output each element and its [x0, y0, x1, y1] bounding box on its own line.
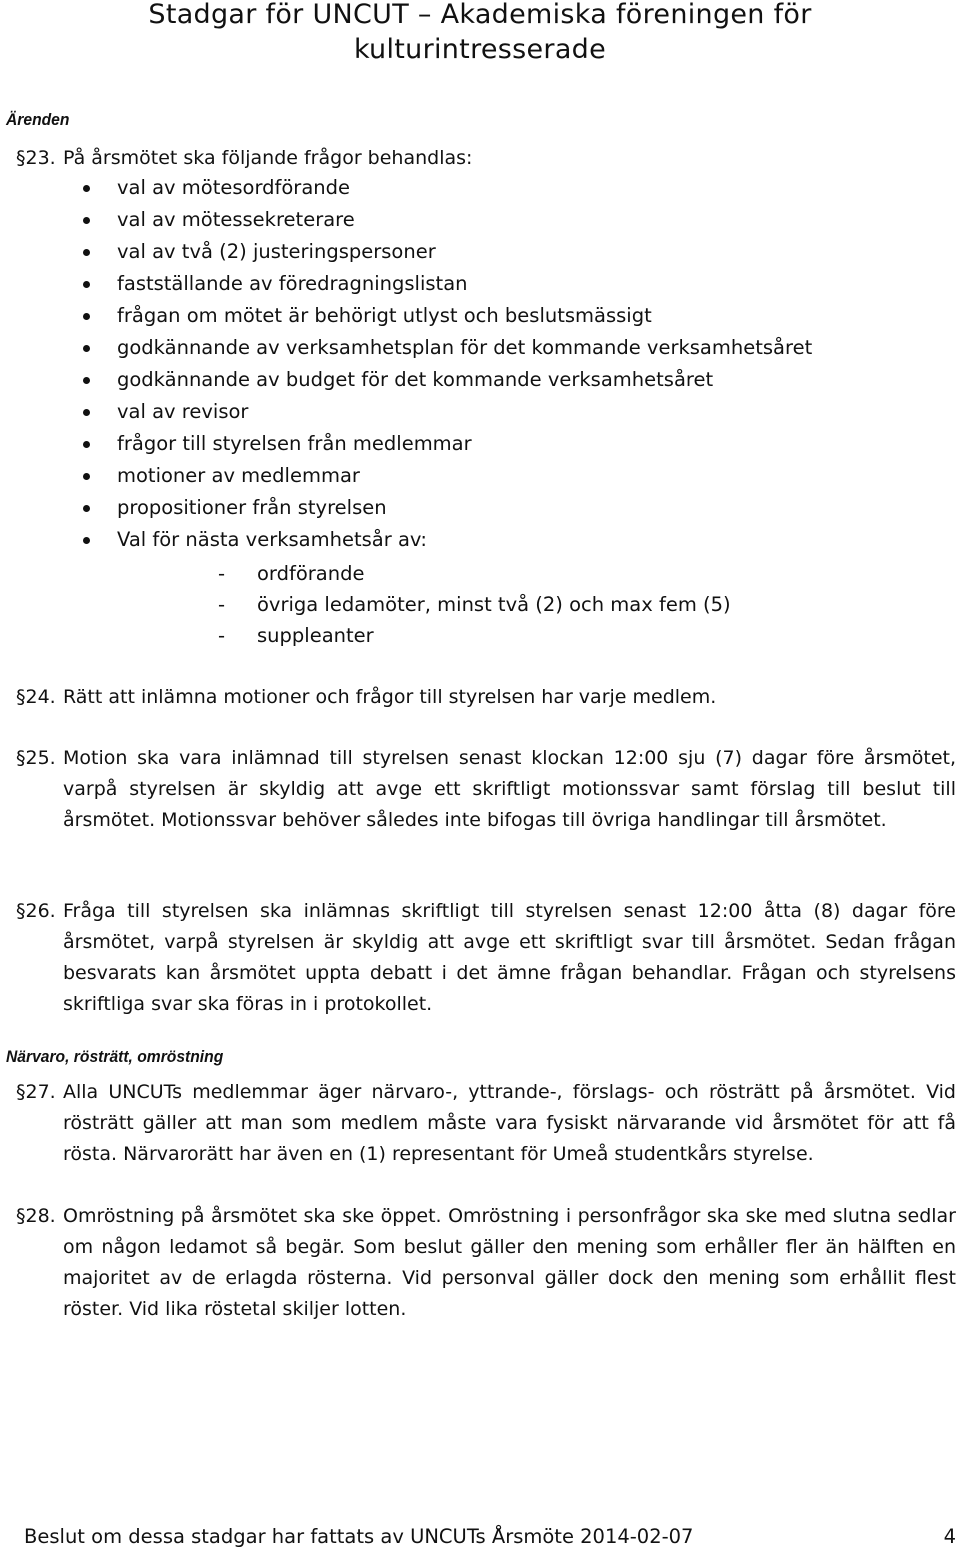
- list-item: frågor till styrelsen från medlemmar: [0, 428, 960, 460]
- paragraph-26: [8, 896, 956, 1020]
- list-item: Val för nästa verksamhetsår av:: [0, 524, 960, 556]
- list-item: val av två (2) justeringspersoner: [0, 236, 960, 268]
- list-item: propositioner från styrelsen: [0, 492, 960, 524]
- footer-text: Beslut om dessa stadgar har fattats av UNCUTs Årsmöte 2014-02-07: [24, 1525, 694, 1548]
- section-heading-arenden: Ärenden: [6, 110, 70, 129]
- bullet-icon: [83, 345, 90, 352]
- sublist-item: - övriga ledamöter, minst två (2) och max fem (5): [0, 589, 960, 620]
- bullet-icon: [83, 409, 90, 416]
- paragraph-28: [8, 1201, 956, 1325]
- paragraph-text: På årsmötet ska följande frågor behandlas:: [63, 147, 473, 169]
- paragraph-number: §24.: [16, 686, 56, 708]
- list-item: godkännande av verksamhetsplan för det kommande verksamhetsåret: [0, 332, 960, 364]
- paragraph-text: Omröstning på årsmötet ska ske öppet. Omröstning i personfrågor ska ske med slutna sedlar om någon ledamot så begär. Som beslut gäller den mening som erhåller fler än hälften en majoritet av de erlagda rösterna. Vid personval gäller dock den mening som erhållit flest röster. Vid lika röstetal skiljer lotten.: [63, 1205, 956, 1320]
- paragraph-number: §28.: [16, 1205, 56, 1227]
- bullet-icon: [83, 441, 90, 448]
- bullet-icon: [83, 377, 90, 384]
- paragraph-23: [8, 143, 956, 174]
- bullet-icon: [83, 537, 90, 544]
- dash-marker: -: [218, 593, 226, 616]
- sublist-item: - ordförande: [0, 558, 960, 589]
- bullet-icon: [83, 473, 90, 480]
- paragraph-number: §23.: [16, 147, 56, 169]
- dash-marker: -: [218, 562, 226, 585]
- agenda-list: [0, 172, 960, 556]
- sublist-item: - suppleanter: [0, 620, 960, 651]
- page-title: Stadgar för UNCUT – Akademiska föreningen för kulturintresserade: [148, 0, 812, 65]
- paragraph-text: Fråga till styrelsen ska inlämnas skriftligt till styrelsen senast 12:00 åtta (8) dagar före årsmötet, varpå styrelsen är skyldig att avge ett skriftligt svar till årsmötet. Sedan frågan besvarats kan årsmötet uppta debatt i det ämne frågan behandlar. Frågan och styrelsens skriftliga svar ska föras in i protokollet.: [63, 900, 956, 1015]
- paragraph-number: §25.: [16, 747, 56, 769]
- page-number: 4: [943, 1525, 956, 1548]
- list-item: fastställande av föredragningslistan: [0, 268, 960, 300]
- paragraph-text: Motion ska vara inlämnad till styrelsen senast klockan 12:00 sju (7) dagar före årsmötet, varpå styrelsen är skyldig att avge ett skriftligt motionssvar samt förslag till beslut till årsmötet. Motionssvar behöver således inte bifogas till övriga handlingar till årsmötet.: [63, 747, 956, 831]
- list-item: val av mötesordförande: [0, 172, 960, 204]
- list-item: frågan om mötet är behörigt utlyst och beslutsmässigt: [0, 300, 960, 332]
- paragraph-text: Alla UNCUTs medlemmar äger närvaro-, yttrande-, förslags- och rösträtt på årsmötet. Vid rösträtt gäller att man som medlem måste vara fysiskt närvarande vid årsmötet för att få rösta. Närvarorätt har även en (1) representant för Umeå studentkårs styrelse.: [63, 1081, 956, 1165]
- bullet-icon: [83, 185, 90, 192]
- page-footer: [24, 1522, 956, 1552]
- paragraph-number: §26.: [16, 900, 56, 922]
- list-item: godkännande av budget för det kommande verksamhetsåret: [0, 364, 960, 396]
- election-sublist: [0, 558, 960, 651]
- paragraph-text: Rätt att inlämna motioner och frågor till styrelsen har varje medlem.: [63, 686, 717, 708]
- section-heading-narvaro: Närvaro, rösträtt, omröstning: [6, 1047, 224, 1066]
- paragraph-24: [8, 682, 956, 713]
- list-item: val av revisor: [0, 396, 960, 428]
- dash-marker: -: [218, 624, 226, 647]
- list-item: motioner av medlemmar: [0, 460, 960, 492]
- bullet-icon: [83, 505, 90, 512]
- bullet-icon: [83, 281, 90, 288]
- paragraph-27: [8, 1077, 956, 1170]
- list-item: val av mötessekreterare: [0, 204, 960, 236]
- paragraph-25: [8, 743, 956, 836]
- bullet-icon: [83, 217, 90, 224]
- paragraph-number: §27.: [16, 1081, 56, 1103]
- bullet-icon: [83, 313, 90, 320]
- bullet-icon: [83, 249, 90, 256]
